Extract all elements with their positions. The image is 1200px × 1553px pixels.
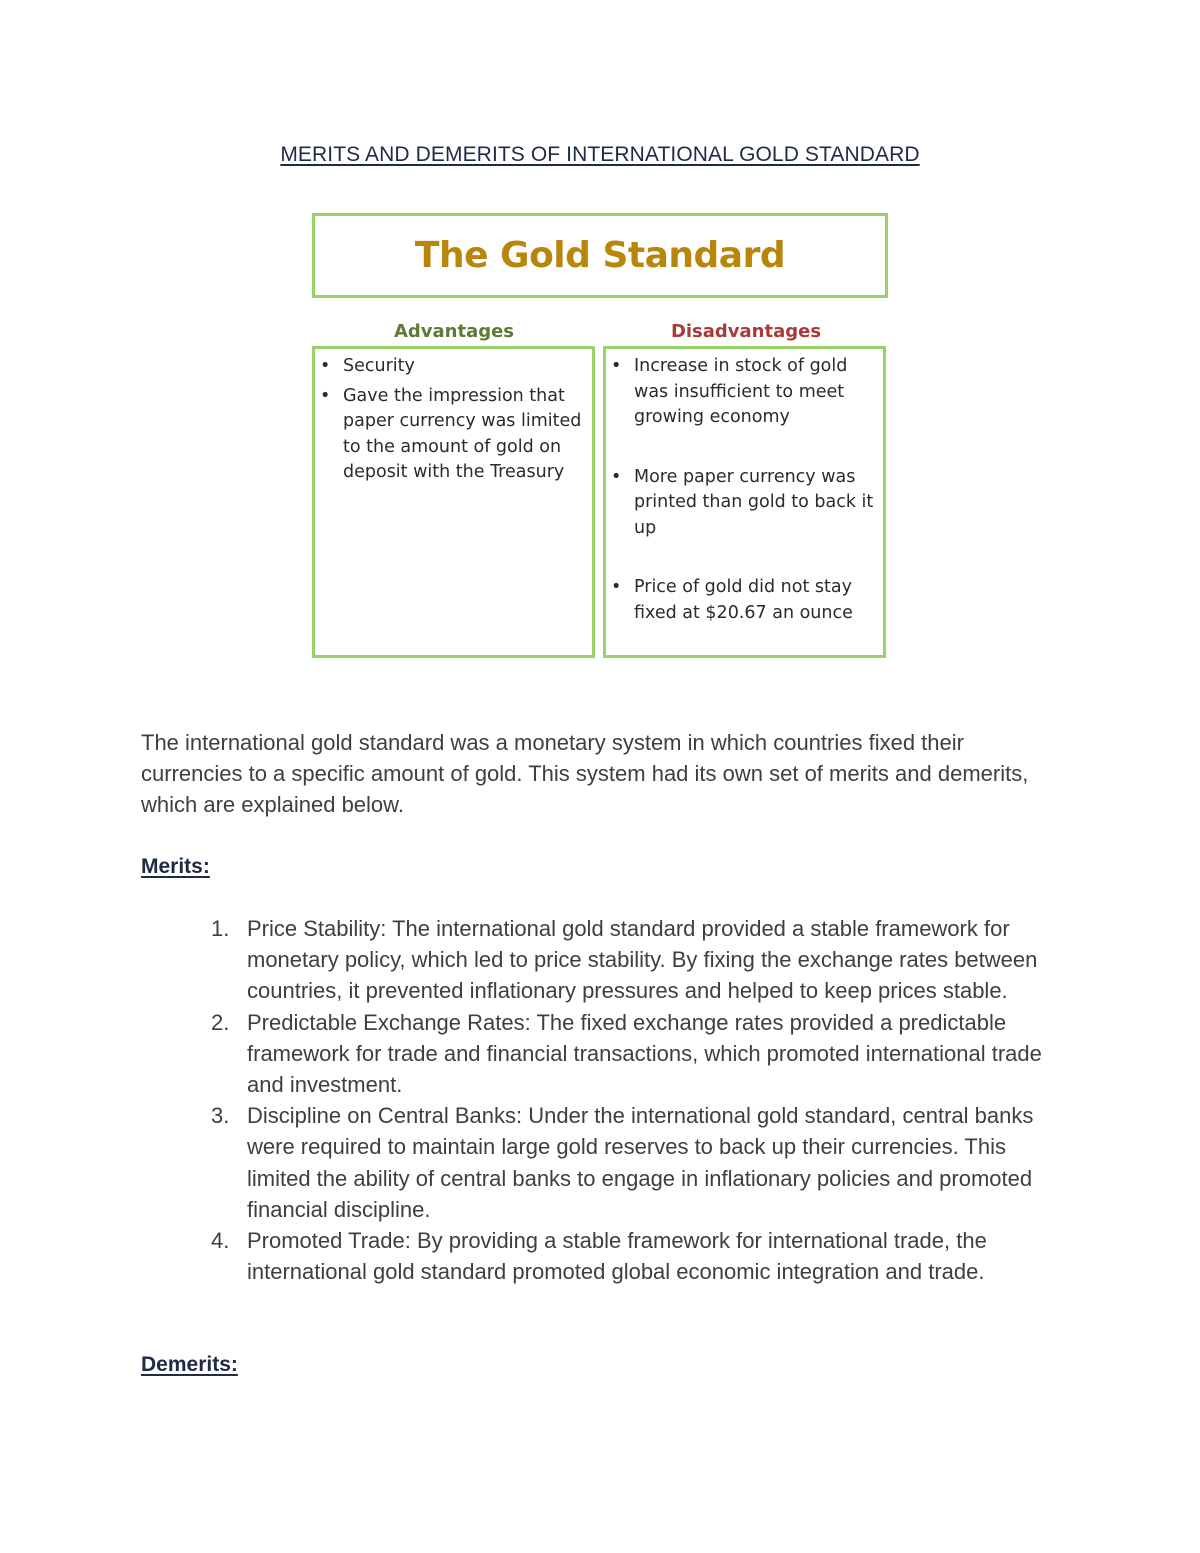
disadvantage-text: More paper currency was printed than gold to back it up: [634, 466, 874, 538]
disadvantage-text: Increase in stock of gold was insufficient to meet growing economy: [634, 356, 848, 427]
merit-text: Price Stability: The international gold standard provided a stable framework for monetary policy, which led to price stability. By fixing the exchange rates between countries, it prevented inflationary pressures and helped to keep prices stable.: [247, 916, 1038, 1004]
merit-text: Discipline on Central Banks: Under the international gold standard, central banks were required to maintain large gold reserves to back up their currencies. This limited the ability of central banks to engage in inflationary policies and promoted financial discipline.: [247, 1103, 1034, 1222]
intro-paragraph: The international gold standard was a monetary system in which countries fixed their currencies to a specific amount of gold. This system had its own set of merits and demerits, which are explained below.: [141, 730, 1029, 817]
bullet: •: [320, 385, 331, 406]
list-number: 3.: [211, 1103, 230, 1129]
document-title: MERITS AND DEMERITS OF INTERNATIONAL GOLD STANDARD: [280, 143, 920, 166]
list-number: 1.: [211, 916, 230, 941]
list-number: 2.: [211, 1009, 230, 1035]
merit-text: Promoted Trade: By providing a stable framework for international trade, the international gold standard promoted global economic integration and trade.: [247, 1228, 987, 1285]
demerits-heading: Demerits:: [141, 1353, 238, 1376]
bullet: •: [611, 577, 622, 597]
merit-item: [141, 1100, 1061, 1225]
list-item: [606, 354, 875, 431]
merit-item: [141, 1007, 1061, 1101]
figure-title-box: [312, 213, 888, 298]
list-item: [606, 575, 875, 626]
merit-item: [141, 913, 1061, 1007]
disadvantage-text: Price of gold did not stay fixed at $20.67 an ounce: [634, 577, 853, 623]
merits-heading: Merits:: [141, 855, 210, 878]
list-item: [606, 465, 875, 542]
advantages-list: [315, 349, 592, 486]
figure-title: The Gold Standard: [414, 235, 786, 276]
disadvantages-heading: Disadvantages: [670, 321, 822, 342]
bullet: •: [611, 466, 622, 487]
list-item: [315, 354, 582, 380]
advantage-text: Security: [343, 356, 415, 376]
merits-list: [141, 913, 1061, 1287]
merit-item: [141, 1225, 1061, 1287]
merit-text: Predictable Exchange Rates: The fixed exchange rates provided a predictable framework for trade and financial transactions, which promoted international trade and investment.: [247, 1009, 1042, 1098]
disadvantages-list: [606, 349, 883, 626]
advantages-box: [312, 346, 595, 658]
disadvantages-box: [603, 346, 886, 658]
advantage-text: Gave the impression that paper currency was limited to the amount of gold on deposit with the Treasury: [343, 385, 582, 482]
gold-standard-figure: [312, 213, 888, 660]
advantages-heading: Advantages: [393, 321, 515, 342]
bullet: •: [320, 356, 331, 376]
bullet: •: [611, 356, 622, 376]
list-number: 4.: [211, 1228, 230, 1254]
list-item: [315, 384, 582, 486]
